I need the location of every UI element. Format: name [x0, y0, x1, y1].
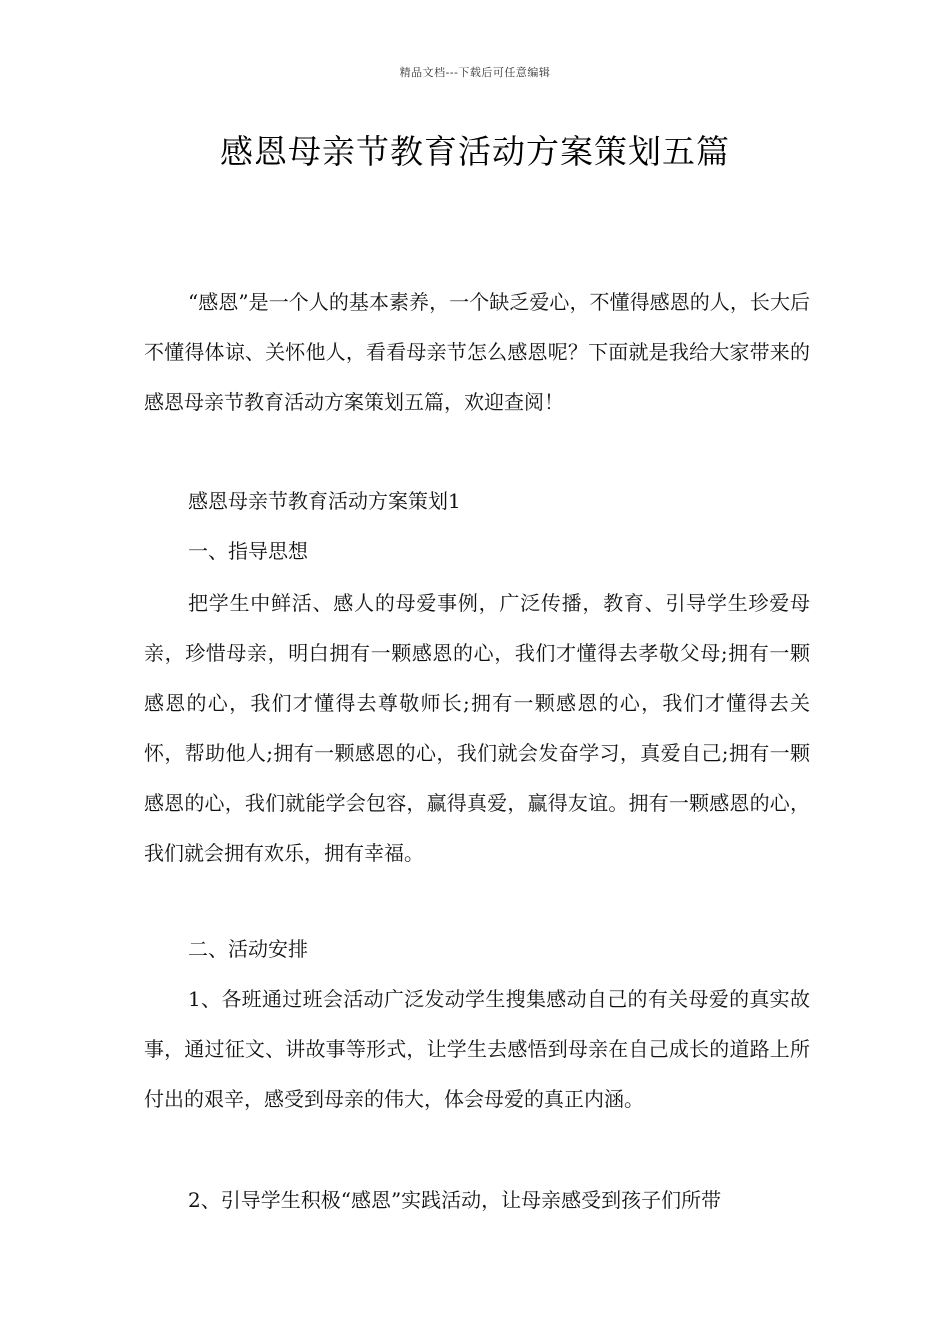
- activity-item-2: 2、引导学生积极“感恩”实践活动，让母亲感受到孩子们所带: [188, 1188, 722, 1212]
- subheading-guiding-thought: 一、指导思想: [188, 539, 308, 563]
- document-title: 感恩母亲节教育活动方案策划五篇: [220, 132, 730, 171]
- section-heading: 感恩母亲节教育活动方案策划1: [188, 489, 461, 513]
- header-note: 精品文档---下载后可任意编辑: [399, 66, 551, 79]
- subheading-activity-arrangement: 二、活动安排: [188, 937, 308, 961]
- intro-paragraph: “感恩”是一个人的基本素养，一个缺乏爱心，不懂得感恩的人，长大后不懂得体谅、关怀他人，看看母亲节怎么感恩呢？下面就是我给大家带来的感恩母亲节教育活动方案策划五篇，欢迎查阅！: [144, 290, 810, 414]
- activity-item-1: 1、各班通过班会活动广泛发动学生搜集感动自己的有关母爱的真实故事，通过征文、讲故事等形式，让学生去感悟到母亲在自己成长的道路上所付出的艰辛，感受到母亲的伟大，体会母爱的真正内涵。: [144, 987, 810, 1111]
- guiding-thought-paragraph: 把学生中鲜活、感人的母爱事例，广泛传播，教育、引导学生珍爱母亲，珍惜母亲，明白拥有一颗感恩的心，我们才懂得去孝敬父母;拥有一颗感恩的心，我们才懂得去尊敬师长;拥有一颗感恩的心，我们才懂得去关怀，帮助他人;拥有一颗感恩的心，我们就会发奋学习，真爱自己;拥有一颗感恩的心，我们就能学会包容，赢得真爱，赢得友谊。拥有一颗感恩的心，我们就会拥有欢乐，拥有幸福。: [144, 591, 810, 865]
